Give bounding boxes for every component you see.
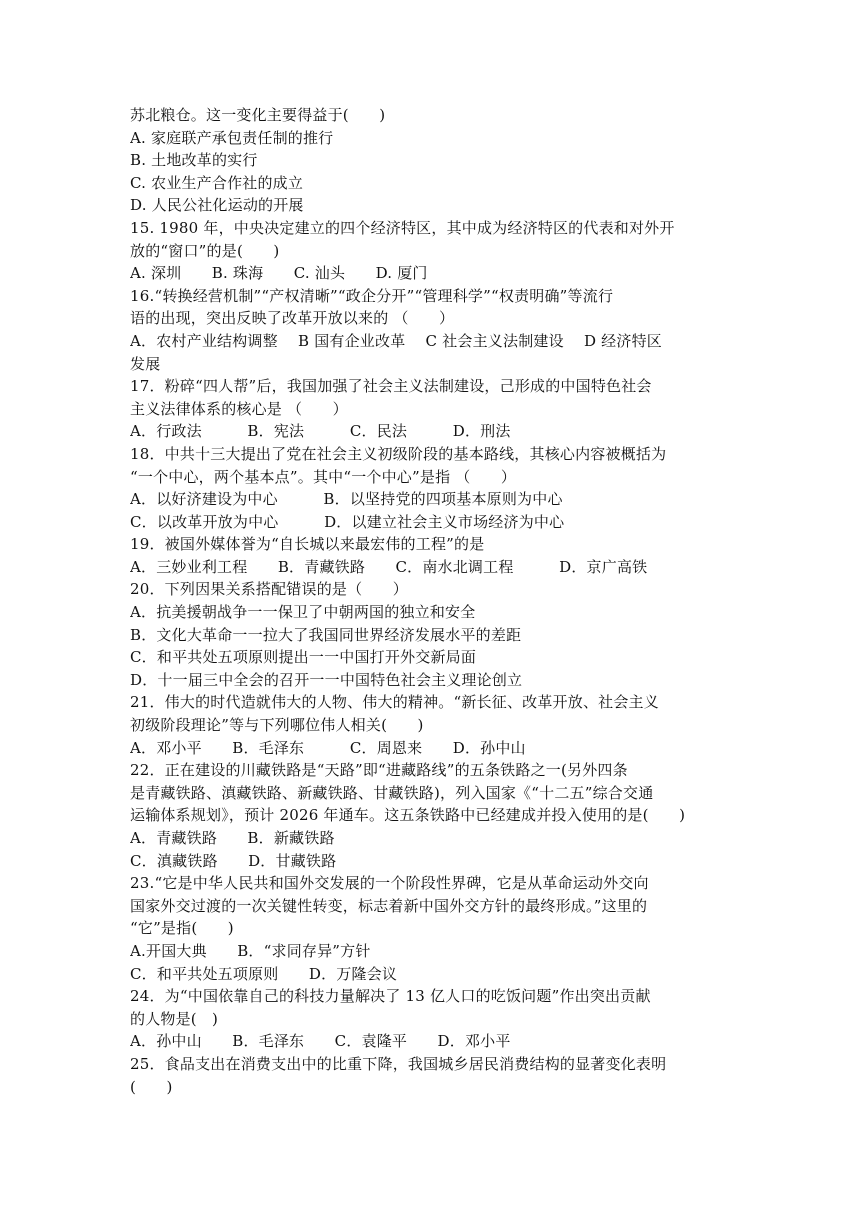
option-line: A．青藏铁路 B．新藏铁路 <box>130 829 335 847</box>
option-line: A．以好济建设为中心 B．以坚持党的四项基本原则为中心 <box>130 490 563 509</box>
option-line: A．农村产业结构调整 B 国有企业改革 C 社会主义法制建设 D 经济特区 <box>130 331 662 350</box>
text-line: 国家外交过渡的一次关键性转变，标志着新中国外交方针的最终形成。”这里的 <box>130 896 648 915</box>
question-line: 24．为“中国依靠自己的科技力量解决了 13 亿人口的吃饭问题”作出突出贡献 <box>130 987 651 1006</box>
text-line: 放的“窗口”的是( ) <box>130 241 280 260</box>
text-line: “它”是指( ) <box>130 919 234 938</box>
text-line: 主义法律体系的核心是 （ ） <box>130 399 348 418</box>
question-line: 23.“它是中华人民共和国外交发展的一个阶段性界碑，它是从革命运动外交向 <box>130 874 649 893</box>
option-line: A. 深圳 B. 珠海 C. 汕头 D. 厦门 <box>130 264 428 283</box>
question-line: 16.“转换经营机制”“产权清晰”“政企分开”“管理科学”“权责明确”等流行 <box>130 286 614 305</box>
option-line: A.开国大典 B．“求同存异”方针 <box>130 941 371 960</box>
option-line: A．邓小平 B．毛泽东 C．周恩来 D．孙中山 <box>130 738 526 757</box>
option-line: A．三妙业利工程 B．青藏铁路 C．南水北调工程 D．京广高铁 <box>130 557 648 576</box>
question-line: 17．粉碎“四人帮”后，我国加强了社会主义法制建设，己形成的中国特色社会 <box>130 377 652 396</box>
option-line: B. 土地改革的实行 <box>130 151 258 170</box>
text-line: 语的出现，突出反映了改革开放以来的 （ ） <box>130 309 455 328</box>
question-line: 18．中共十三大提出了党在社会主义初级阶段的基本路线，其核心内容被概括为 <box>130 444 667 463</box>
text-line: 发展 <box>130 354 161 373</box>
text-line: ( ) <box>130 1077 173 1096</box>
question-line: 20．下列因果关系搭配错误的是（ ） <box>130 580 408 599</box>
text-line: 是青藏铁路、滇藏铁路、新藏铁路、甘藏铁路)，列入国家《“十二五”综合交通 <box>130 783 654 802</box>
question-line: 22．正在建设的川藏铁路是“天路”即“进藏路线”的五条铁路之一(另外四条 <box>130 761 628 780</box>
question-line: 21．伟大的时代造就伟大的人物、伟大的精神。“新长征、改革开放、社会主义 <box>130 693 659 712</box>
option-line: A. 家庭联产承包责任制的推行 <box>130 128 334 147</box>
option-line: A．抗美援朝战争一一保卫了中朝两国的独立和安全 <box>130 603 476 622</box>
option-line: C．和平共处五项原则提出一一中国打开外交新局面 <box>130 648 477 667</box>
question-line: 15. 1980 年，中央决定建立的四个经济特区，其中成为经济特区的代表和对外开 <box>130 218 675 237</box>
option-line: C．滇藏铁路 D．甘藏铁路 <box>130 851 337 870</box>
text-line: 运输体系规划》，预计 2026 年通车。这五条铁路中已经建成并投入使用的是( ) <box>130 806 686 825</box>
document-body <box>130 104 740 1098</box>
option-line: C．以改革开放为中心 D．以建立社会主义市场经济为中心 <box>130 512 565 531</box>
question-line: 25．食品支出在消费支出中的比重下降，我国城乡居民消费结构的显著变化表明 <box>130 1054 667 1073</box>
option-line: C．和平共处五项原则 D．万隆会议 <box>130 964 398 983</box>
option-line: B．文化大革命一一拉大了我国同世界经济发展水平的差距 <box>130 625 522 644</box>
text-line: “一个中心，两个基本点”。其中“一个中心”是指 （ ） <box>130 467 517 486</box>
text-line: 的人物是( ) <box>130 1009 219 1028</box>
option-line: C. 农业生产合作社的成立 <box>130 173 304 192</box>
text-line: 苏北粮仓。这一变化主要得益于( ) <box>130 106 386 124</box>
option-line: D．十一届三中全会的召开一一中国特色社会主义理论创立 <box>130 670 523 689</box>
option-line: A．行政法 B．宪法 C．民法 D．刑法 <box>130 422 511 441</box>
option-line: A．孙中山 B．毛泽东 C．袁隆平 D．邓小平 <box>130 1032 511 1051</box>
question-line: 19．被国外媒体誉为“自长城以来最宏伟的工程”的是 <box>130 535 485 554</box>
option-line: D. 人民公社化运动的开展 <box>130 196 304 215</box>
text-line: 初级阶段理论”等与下列哪位伟人相关( ) <box>130 716 424 735</box>
